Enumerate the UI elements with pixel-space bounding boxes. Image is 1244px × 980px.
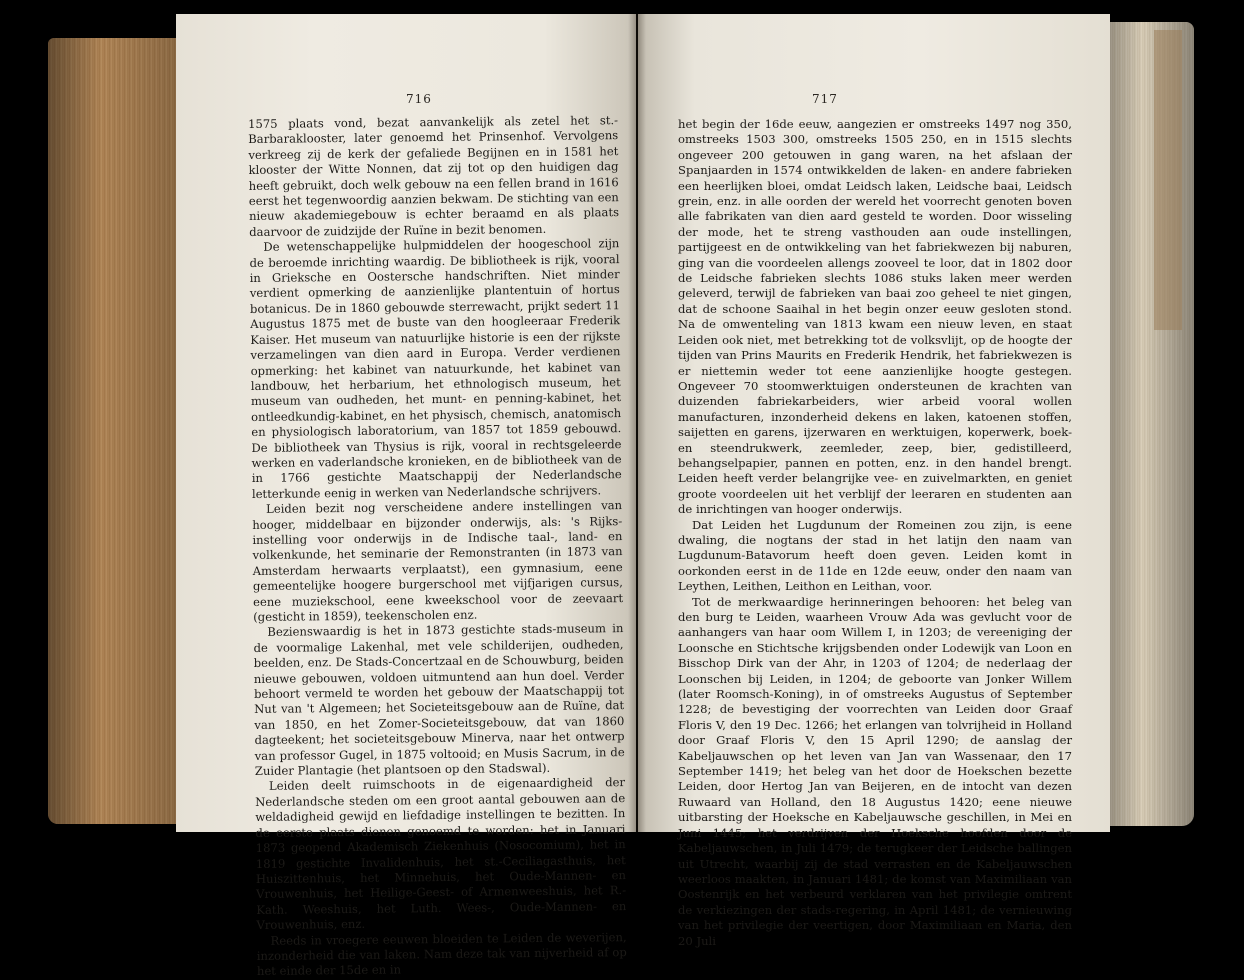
left-page-number: 716	[406, 92, 432, 106]
left-page	[176, 14, 636, 979]
left-paragraph: Leiden deelt ruimschoots in de eigenaardigheid der Nederlandsche steden om een groot aantal gebouwen aan de weldadigheid gewijd en liefdadige instellingen te bezitten. In de eerste plaats dienen genoemd te worden: het in Januari 1873 geopend Akademisch Ziekenhuis (Nosocomium), het in 1819 gestichte Invalidenhuis, het st.-Ceciliagasthuis, het Huiszittenhuis, het Minnehuis, het Oude-Mannen- en Vrouwenhuis, het Heilige-Geest- of Armenweeshuis, het R.-Kath. Weeshuis, het Luth. Wees-, Oude-Mannen- en Vrouwenhuis, enz.	[255, 775, 627, 933]
left-page-edges	[48, 38, 180, 824]
right-paragraph: Dat Leiden het Lugdunum der Romeinen zou zijn, is eene dwaling, die nogtans der stad in het latijn den naam van Lugdunum-Batavorum heeft doen geven. Leiden komt in oorkonden eerst in de 11de en 12de eeuw, onder den naam van Leythen, Leithen, Leithon en Leithan, voor.	[678, 517, 1072, 594]
right-page	[638, 14, 1110, 948]
page-edge-shadow	[1154, 30, 1182, 330]
right-page-number: 717	[812, 92, 838, 106]
left-paragraph: Bezienswaardig is het in 1873 gestichte stads-museum in de voormalige Lakenhal, met vele schilderijen, oudheden, beelden, enz. De Stads-Concertzaal en de Schouwburg, beiden nieuwe gebouwen, voldoen uitmuntend aan hun doel. Verder behoort vermeld te worden het gebouw der Maatschappij tot Nut van 't Algemeen; het Societeitsgebouw aan de Ruïne, dat van 1850, en het Zomer-Societeitsgebouw, dat van 1860 dagteekent; het societeitsgebouw Minerva, naar het ontwerp van professor Gugel, in 1875 voltooid; en Musis Sacrum, in de Zuider Plantagie (het plantsoen op den Stadswal).	[253, 621, 625, 779]
book-gutter	[628, 14, 646, 832]
left-paragraph: 1575 plaats vond, bezat aanvankelijk als zetel het st.-Barbaraklooster, later genoemd het Prinsenhof. Vervolgens verkreeg zij de kerk der gefaliede Begijnen en in 1581 het klooster der Witte Nonnen, dat zij tot op den huidigen dag heeft gebruikt, doch welk gebouw na een fellen brand in 1616 eerst het tegenwoordig aanzien bekwam. De stichting van een nieuw akademiegebouw is echter beraamd en als plaats daarvoor de zuidzijde der Ruïne in bezit benomen.	[248, 113, 620, 239]
left-paragraph: Reeds in vroegere eeuwen bloeiden te Leiden de weverijen, inzonderheid die van laken. Nam deze tak van nijverheid af op het einde der 15de en in	[256, 929, 627, 979]
right-page-text	[678, 117, 1072, 949]
left-paragraph: De wetenschappelijke hulpmiddelen der hoogeschool zijn de beroemde inrichting waardig. De bibliotheek is rijk, vooral in Grieksche en Oostersche handschriften. Niet minder verdient opmerking de aanzienlijke plantentuin of hortus botanicus. De in 1860 gebouwde sterrewacht, prijkt sedert 11 Augustus 1875 met de buste van den hoogleeraar Frederik Kaiser. Het museum van natuurlijke historie is een der rijkste verzamelingen van dien aard in Europa. Verder verdienen opmerking: het kabinet van natuurkunde, het kabinet van landbouw, het herbarium, het ethnologisch museum, het museum van oudheden, het munt- en penning-kabinet, het ontleedkundig-kabinet, en het physisch, chemisch, anatomisch en physiologisch laboratorium, van 1857 tot 1859 gebouwd. De bibliotheek van Thysius is rijk, vooral in rechtsgeleerde werken en vaderlandsche kronieken, en de bibliotheek van de in 1766 gestichte Maatschappij der Nederlandsche letterkunde eenig in werken van Nederlandsche schrijvers.	[249, 236, 622, 501]
left-page-text	[248, 113, 627, 980]
right-paragraph: Tot de merkwaardige herinneringen behooren: het beleg van den burg te Leiden, waarheen Vrouw Ada was gevlucht voor de aanhangers van haar oom Willem I, in 1203; de vereeniging der Loonsche en Stichtsche krijgsbenden onder Lodewijk van Loon en Bisschop Dirk van der Ahr, in 1203 of 1204; de nederlaag der Loonschen bij Leiden, in 1204; de geboorte van Jonker Willem (later Roomsch-Koning), in of omstreeks Augustus of September 1228; de bevestiging der voorrechten van Leiden door Graaf Floris V, den 19 Dec. 1266; het erlangen van tolvrijheid in Holland door Graaf Floris V, den 15 April 1290; de aanslag der Kabeljauwschen op het leven van Jan van Wassenaar, den 17 September 1419; het beleg van het door de Hoekschen bezette Leiden, door Hertog Jan van Beijeren, en de intocht van dezen Ruwaard van Holland, den 18 Augustus 1420; eene nieuwe uitbarsting der Hoeksche en Kabeljauwsche geschillen, in Mei en Juni 1445; het verdrijven der Hoeksche hoofden door de Kabeljauwschen, in Juli 1479; de terugkeer der Leidsche ballingen uit Utrecht, waarbij zij de stad verrasten en de Kabeljauwschen weerloos maakten, in Januari 1481; de komst van Maximiliaan van Oostenrijk en het verbeurd verklaren van het privilegie omtrent de verkiezingen der stads-regering, in April 1481; de vernieuwing van het privilegie der veertigen, door Maximiliaan en Maria, den 20 Juli	[678, 594, 1072, 948]
left-paragraph: Leiden bezit nog verscheidene andere instellingen van hooger, middelbaar en bijzonder onderwijs, als: 's Rijks-instelling voor onderwijs in de Indische taal-, land- en volkenkunde, het seminarie der Remonstranten (in 1873 van Amsterdam herwaarts verplaatst), een gymnasium, eene gemeentelijke hoogere burgerschool met vijfjarigen cursus, eene muziekschool, eene kweekschool voor de zeevaart (gesticht in 1859), teekenscholen enz.	[252, 498, 624, 624]
right-paragraph: het begin der 16de eeuw, aangezien er omstreeks 1497 nog 350, omstreeks 1503 300, omstreeks 1505 250, en in 1515 slechts ongeveer 200 getouwen in gang waren, na het afslaan der Spanjaarden in 1574 ontwikkelden de laken- en andere fabrieken een heerlijken bloei, omdat Leidsch laken, Leidsche baai, Leidsch grein, enz. in alle oorden der wereld het voorrecht genoten boven alle fabrikaten van dien aard gesteld te worden. Door wisseling der mode, het te streng vasthouden aan oude instellingen, partijgeest en de ontwikkeling van het fabriekwezen bij naburen, ging van die voordeelen allengs zooveel te loor, dat in 1802 door de Leidsche fabrieken slechts 1086 stuks laken meer werden geleverd, terwijl de fabrieken van baai zoo geheel te niet gingen, dat de schoone Saaihal in het begin onzer eeuw gesloten stond. Na de omwenteling van 1813 kwam een nieuw leven, en staat Leiden ook niet, met betrekking tot de volksvlijt, op de hoogte der tijden van Prins Maurits en Frederik Hendrik, het fabriekwezen is er niettemin weder tot eene aanzienlijke hoogte gestegen. Ongeveer 70 stoomwerktuigen ondersteunen de krachten van duizenden fabriekarbeiders, wier arbeid vooral wollen manufacturen, inzonderheid dekens en laken, katoenen stoffen, saijetten en garens, ijzerwaren en werktuigen, koperwerk, boek- en steendrukwerk, zeemleder, zeep, bier, gedistilleerd, behangselpapier, pannen en potten, enz. in den handel brengt. Leiden heeft verder belangrijke vee- en zuivelmarkten, en geniet groote voordeelen uit het verblijf der leeraren en studenten aan de inrichtingen van hooger onderwijs.	[678, 117, 1072, 517]
